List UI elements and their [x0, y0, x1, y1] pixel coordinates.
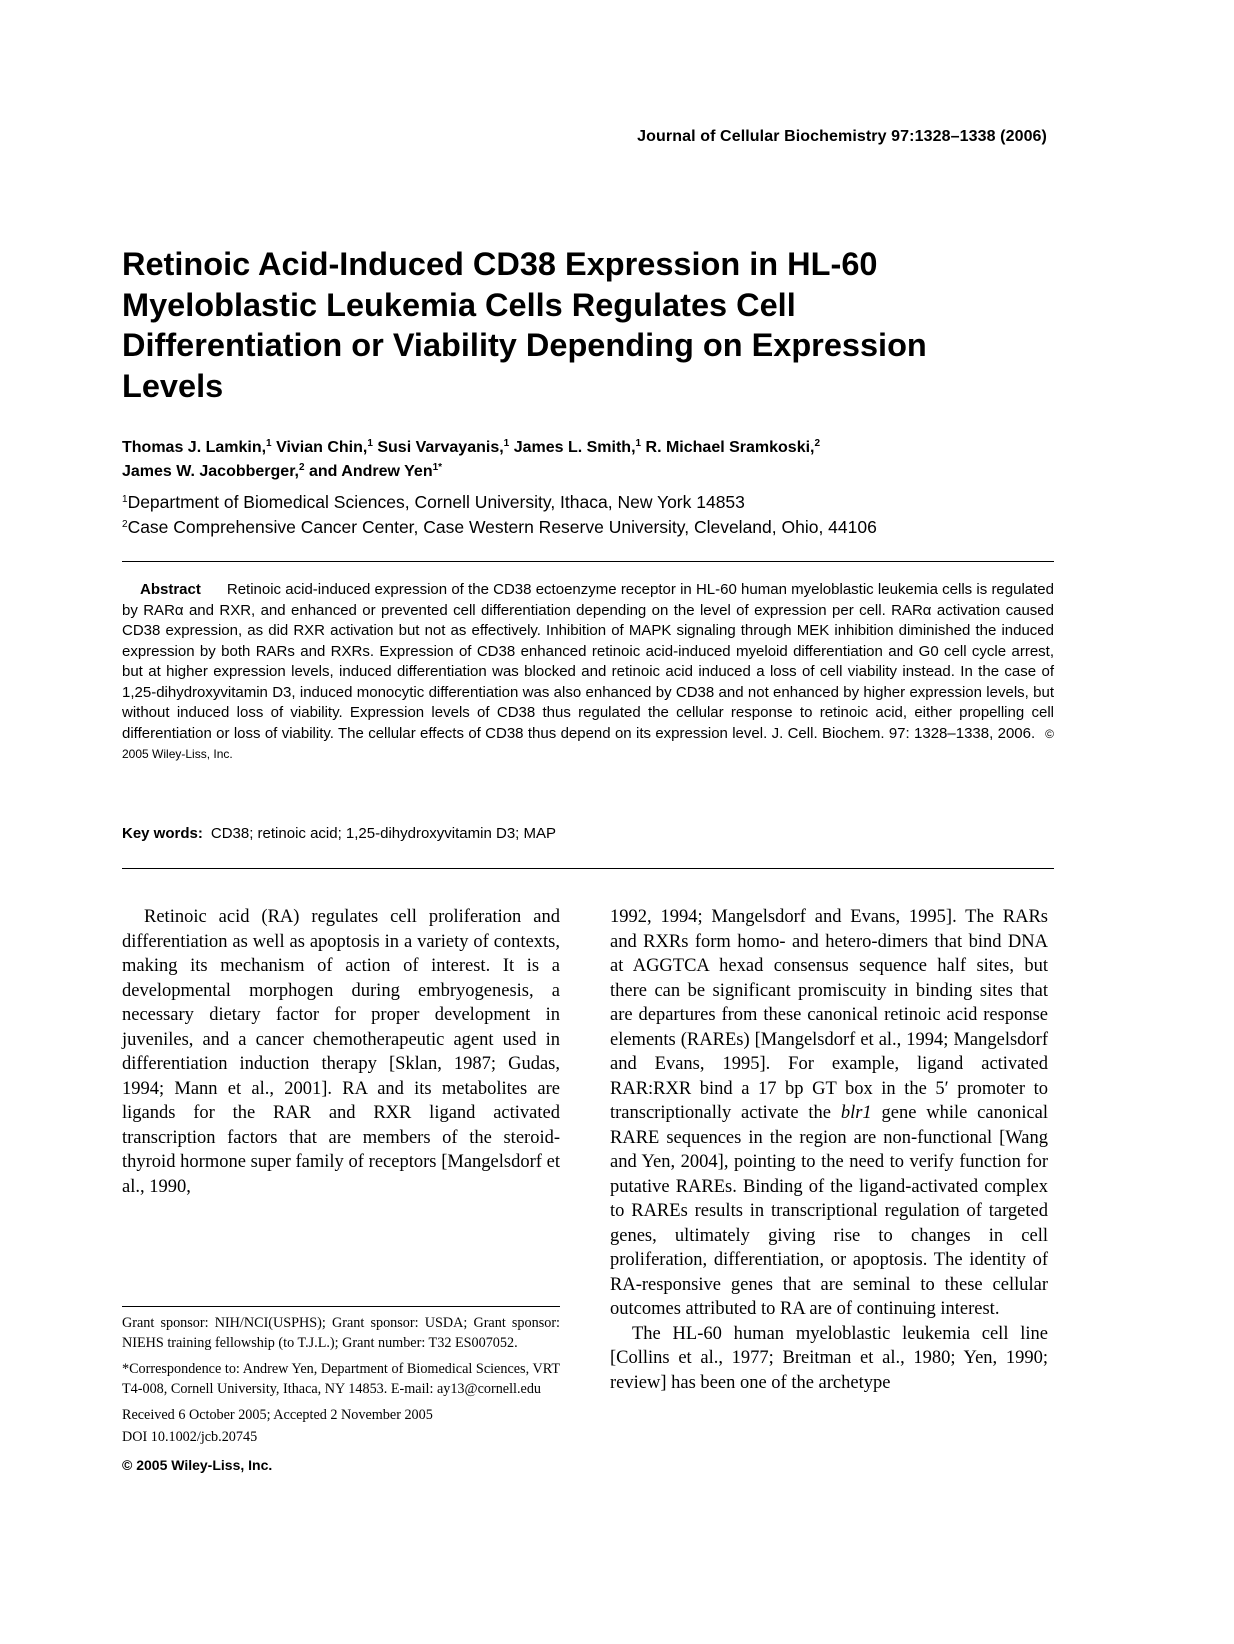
- body-column-left: [122, 905, 560, 1199]
- gene-name: blr1: [840, 1103, 872, 1123]
- author-list: [122, 436, 1062, 484]
- divider: [122, 868, 1054, 869]
- abstract-copyright: © 2005 Wiley-Liss, Inc.: [122, 726, 1054, 761]
- footnotes: [122, 1313, 560, 1481]
- journal-citation: Journal of Cellular Biochemistry 97:1328–1338 (2006): [637, 128, 1047, 145]
- keywords: [122, 825, 1054, 842]
- footnote-divider: [122, 1306, 560, 1307]
- author: Thomas J. Lamkin,$^1$: [122, 438, 272, 456]
- doi: DOI 10.1002/jcb.20745: [122, 1429, 258, 1445]
- author: James L. Smith,$^1$: [513, 438, 642, 456]
- correspondence-footnote: *Correspondence to: Andrew Yen, Department of Biomedical Sciences, VRT T4-008, Cornell University, Ithaca, NY 14853. E-mail: ay13@cornell.edu: [122, 1361, 560, 1397]
- abstract-text: Retinoic acid-induced expression of the CD38 ectoenzyme receptor in HL-60 human myeloblastic leukemia cells is regulated by RARα and RXR, and enhanced or prevented cell differentiation depending on the level of expression per cell. RARα activation caused CD38 expression, as did RXR activation but not as effectively. Inhibition of MAPK signaling through MEK inhibition diminished the induced expression by both RARs and RXRs. Expression of CD38 enhanced retinoic acid-induced myeloid differentiation and G0 cell cycle arrest, but at higher expression levels, induced differentiation was blocked and retinoic acid induced a loss of cell viability instead. In the case of 1,25-dihydroxyvitamin D3, induced monocytic differentiation was also enhanced by CD38 and not enhanced by higher expression levels, but without induced loss of viability. Expression levels of CD38 thus regulated the cellular response to retinoic acid, either propelling cell differentiation or loss of viability. The cellular effects of CD38 thus depend on its expression level. J. Cell. Biochem. 97: 1328–1338, 2006.: [122, 581, 1054, 742]
- author: and Andrew Yen$^{1*}$: [309, 462, 443, 480]
- body-paragraph: Retinoic acid (RA) regulates cell proliferation and differentiation as well as apoptosis in a variety of contexts, making its mechanism of action of interest. It is a developmental morphogen during embryogenesis, a necessary dietary factor for proper development in juveniles, and a cancer chemotherapeutic agent used in differentiation induction therapy [Sklan, 1987; Gudas, 1994; Mann et al., 2001]. RA and its metabolites are ligands for the RAR and RXR ligand activated transcription factors that are members of the steroid-thyroid hormone super family of receptors [Mangelsdorf et al., 1990,: [122, 907, 560, 1197]
- author: Vivian Chin,$^1$: [276, 438, 373, 456]
- article-title: Retinoic Acid-Induced CD38 Expression in HL-60 Myeloblastic Leukemia Cells Regulates Cell Differentiation or Viability Depending on Expression Levels: [122, 246, 927, 404]
- grant-footnote: Grant sponsor: NIH/NCI(USPHS); Grant sponsor: USDA; Grant sponsor: NIEHS training fellowship (to T.J.L.); Grant number: T32 ES007052.: [122, 1315, 560, 1351]
- body-column-right: [610, 905, 1048, 1395]
- body-paragraph: The HL-60 human myeloblastic leukemia cell line [Collins et al., 1977; Breitman et al., 1980; Yen, 1990; review] has been one of the archetype: [610, 1323, 1048, 1393]
- affiliation-1: $^1$Department of Biomedical Sciences, Cornell University, Ithaca, New York 14853: [122, 492, 745, 512]
- abstract-label: Abstract: [140, 581, 201, 598]
- author: James W. Jacobberger,$^2$: [122, 462, 305, 480]
- footnote-copyright: © 2005 Wiley-Liss, Inc.: [122, 1457, 273, 1473]
- body-paragraph: 1992, 1994; Mangelsdorf and Evans, 1995]. The RARs and RXRs form homo- and hetero-dimers that bind DNA at AGGTCA hexad consensus sequence half sites, but there can be significant promiscuity in binding sites that are departures from these canonical retinoic acid response elements (RAREs) [Mangelsdorf et al., 1994; Mangelsdorf and Evans, 1995]. For example, ligand activated RAR:RXR bind a 17 bp GT box in the 5′ promoter to transcriptionally activate the blr1 gene while canonical RARE sequences in the region are non-functional [Wang and Yen, 2004], pointing to the need to verify function for putative RAREs. Binding of the ligand-activated complex to RAREs results in transcriptional regulation of targeted genes, ultimately giving rise to changes in cell proliferation, differentiation, or apoptosis. The identity of RA-responsive genes that are seminal to these cellular outcomes attributed to RA are of continuing interest.: [610, 907, 1049, 1319]
- abstract: [122, 580, 1054, 765]
- divider: [122, 561, 1054, 562]
- affiliation-2: $^2$Case Comprehensive Cancer Center, Case Western Reserve University, Cleveland, Ohio, 44106: [122, 517, 877, 537]
- keywords-text: CD38; retinoic acid; 1,25-dihydroxyvitamin D3; MAP: [210, 825, 556, 842]
- received-date: Received 6 October 2005; Accepted 2 November 2005: [122, 1407, 433, 1423]
- author: R. Michael Sramkoski,$^2$: [645, 438, 821, 456]
- author: Susi Varvayanis,$^1$: [377, 438, 510, 456]
- keywords-label: Key words:: [122, 825, 203, 842]
